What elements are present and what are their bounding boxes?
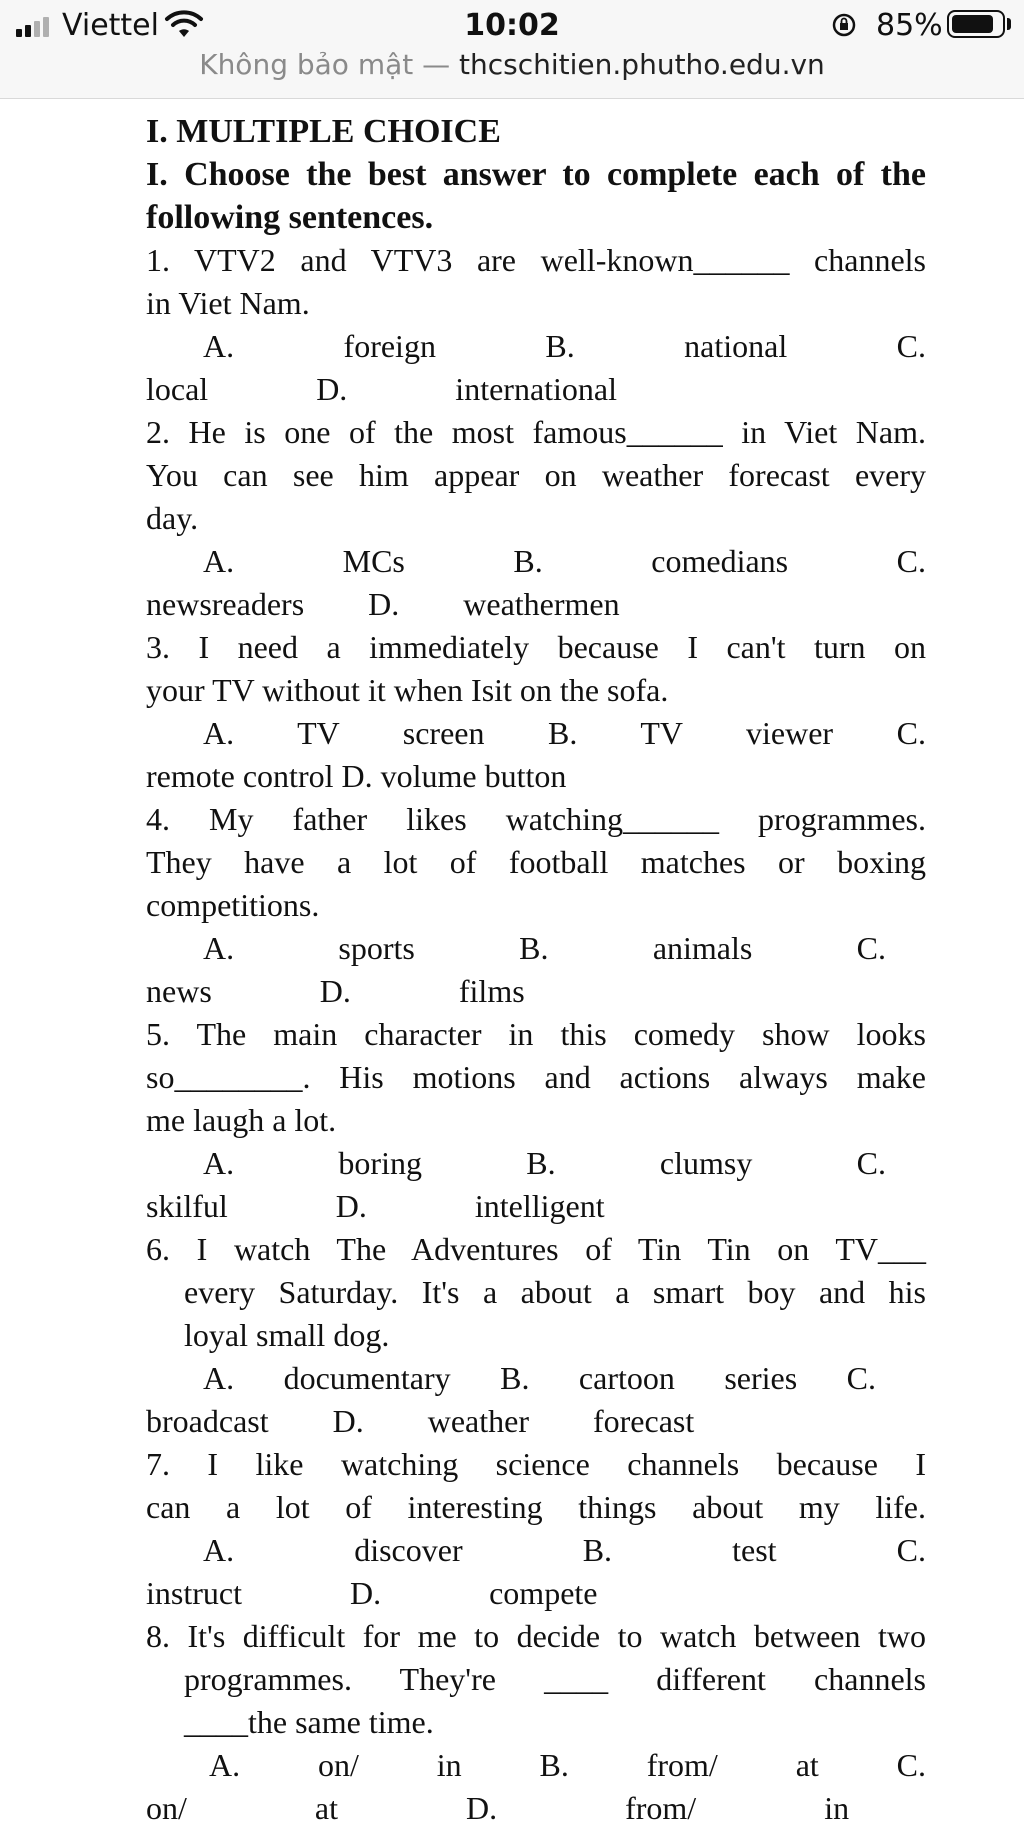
- question-line: 5. The main character in this comedy show looks: [146, 1016, 926, 1052]
- question-line: so________. His motions and actions always make: [146, 1059, 926, 1095]
- question-line: can a lot of interesting things about my life.: [146, 1489, 926, 1525]
- security-label: Không bảo mật —: [199, 48, 451, 81]
- question-line: loyal small dog.: [184, 1317, 390, 1353]
- battery-percent: 85%: [876, 8, 943, 43]
- question-line: 7. I like watching science channels because I: [146, 1446, 926, 1482]
- carrier-label: Viettel: [62, 8, 159, 43]
- battery-tip: [1007, 18, 1011, 30]
- question-line: 1. VTV2 and VTV3 are well-known______ channels: [146, 242, 926, 278]
- options-line: news D. films: [146, 973, 525, 1009]
- options-line: A. documentary B. cartoon series C.: [203, 1360, 876, 1396]
- question-line: every Saturday. It's a about a smart boy and his: [184, 1274, 926, 1310]
- options-line: A. foreign B. national C.: [203, 328, 926, 364]
- options-line: broadcast D. weather forecast: [146, 1403, 695, 1439]
- options-line: remote control D. volume button: [146, 758, 567, 794]
- question-line: me laugh a lot.: [146, 1102, 337, 1138]
- battery-icon: [947, 10, 1005, 38]
- options-line: A. boring B. clumsy C.: [203, 1145, 886, 1181]
- question-line: 4. My father likes watching______ programmes.: [146, 801, 926, 837]
- section-heading: I. MULTIPLE CHOICE: [146, 113, 501, 150]
- options-line: skilful D. intelligent: [146, 1188, 605, 1224]
- options-line: A. TV screen B. TV viewer C.: [203, 715, 926, 751]
- options-line: A. MCs B. comedians C.: [203, 543, 926, 579]
- options-line: newsreaders D. weathermen: [146, 586, 620, 622]
- status-bar: [0, 0, 1024, 52]
- options-line: instruct D. compete: [146, 1575, 598, 1611]
- instruction-line: I. Choose the best answer to complete each of the: [146, 156, 926, 193]
- options-line: A. discover B. test C.: [203, 1532, 926, 1568]
- question-line: in Viet Nam.: [146, 285, 310, 321]
- options-line: A. on/ in B. from/ at C.: [209, 1747, 926, 1783]
- question-line: competitions.: [146, 887, 320, 923]
- options-line: local D. international: [146, 371, 618, 407]
- question-line: 8. It's difficult for me to decide to watch between two: [146, 1618, 926, 1654]
- question-line: They have a lot of football matches or boxing: [146, 844, 926, 880]
- instruction-line: following sentences.: [146, 199, 434, 236]
- question-line: 6. I watch The Adventures of Tin Tin on TV___: [146, 1231, 926, 1267]
- options-line: A. sports B. animals C.: [203, 930, 886, 966]
- address-bar[interactable]: [0, 48, 1024, 81]
- question-line: ____the same time.: [184, 1704, 434, 1740]
- question-line: day.: [146, 500, 199, 536]
- options-line: on/ at D. from/ in: [146, 1790, 850, 1826]
- question-line: your TV without it when Isit on the sofa.: [146, 672, 669, 708]
- question-line: You can see him appear on weather forecast every: [146, 457, 926, 493]
- question-line: 3. I need a immediately because I can't turn on: [146, 629, 926, 665]
- question-line: programmes. They're ____ different channels: [184, 1661, 926, 1697]
- url-domain: thcschitien.phutho.edu.vn: [459, 48, 825, 81]
- orientation-lock-icon: [831, 12, 857, 38]
- question-line: 2. He is one of the most famous______ in Viet Nam.: [146, 414, 926, 450]
- clock: 10:02: [464, 8, 560, 43]
- browser-top-bar: [0, 0, 1024, 99]
- document-page: [146, 110, 926, 1830]
